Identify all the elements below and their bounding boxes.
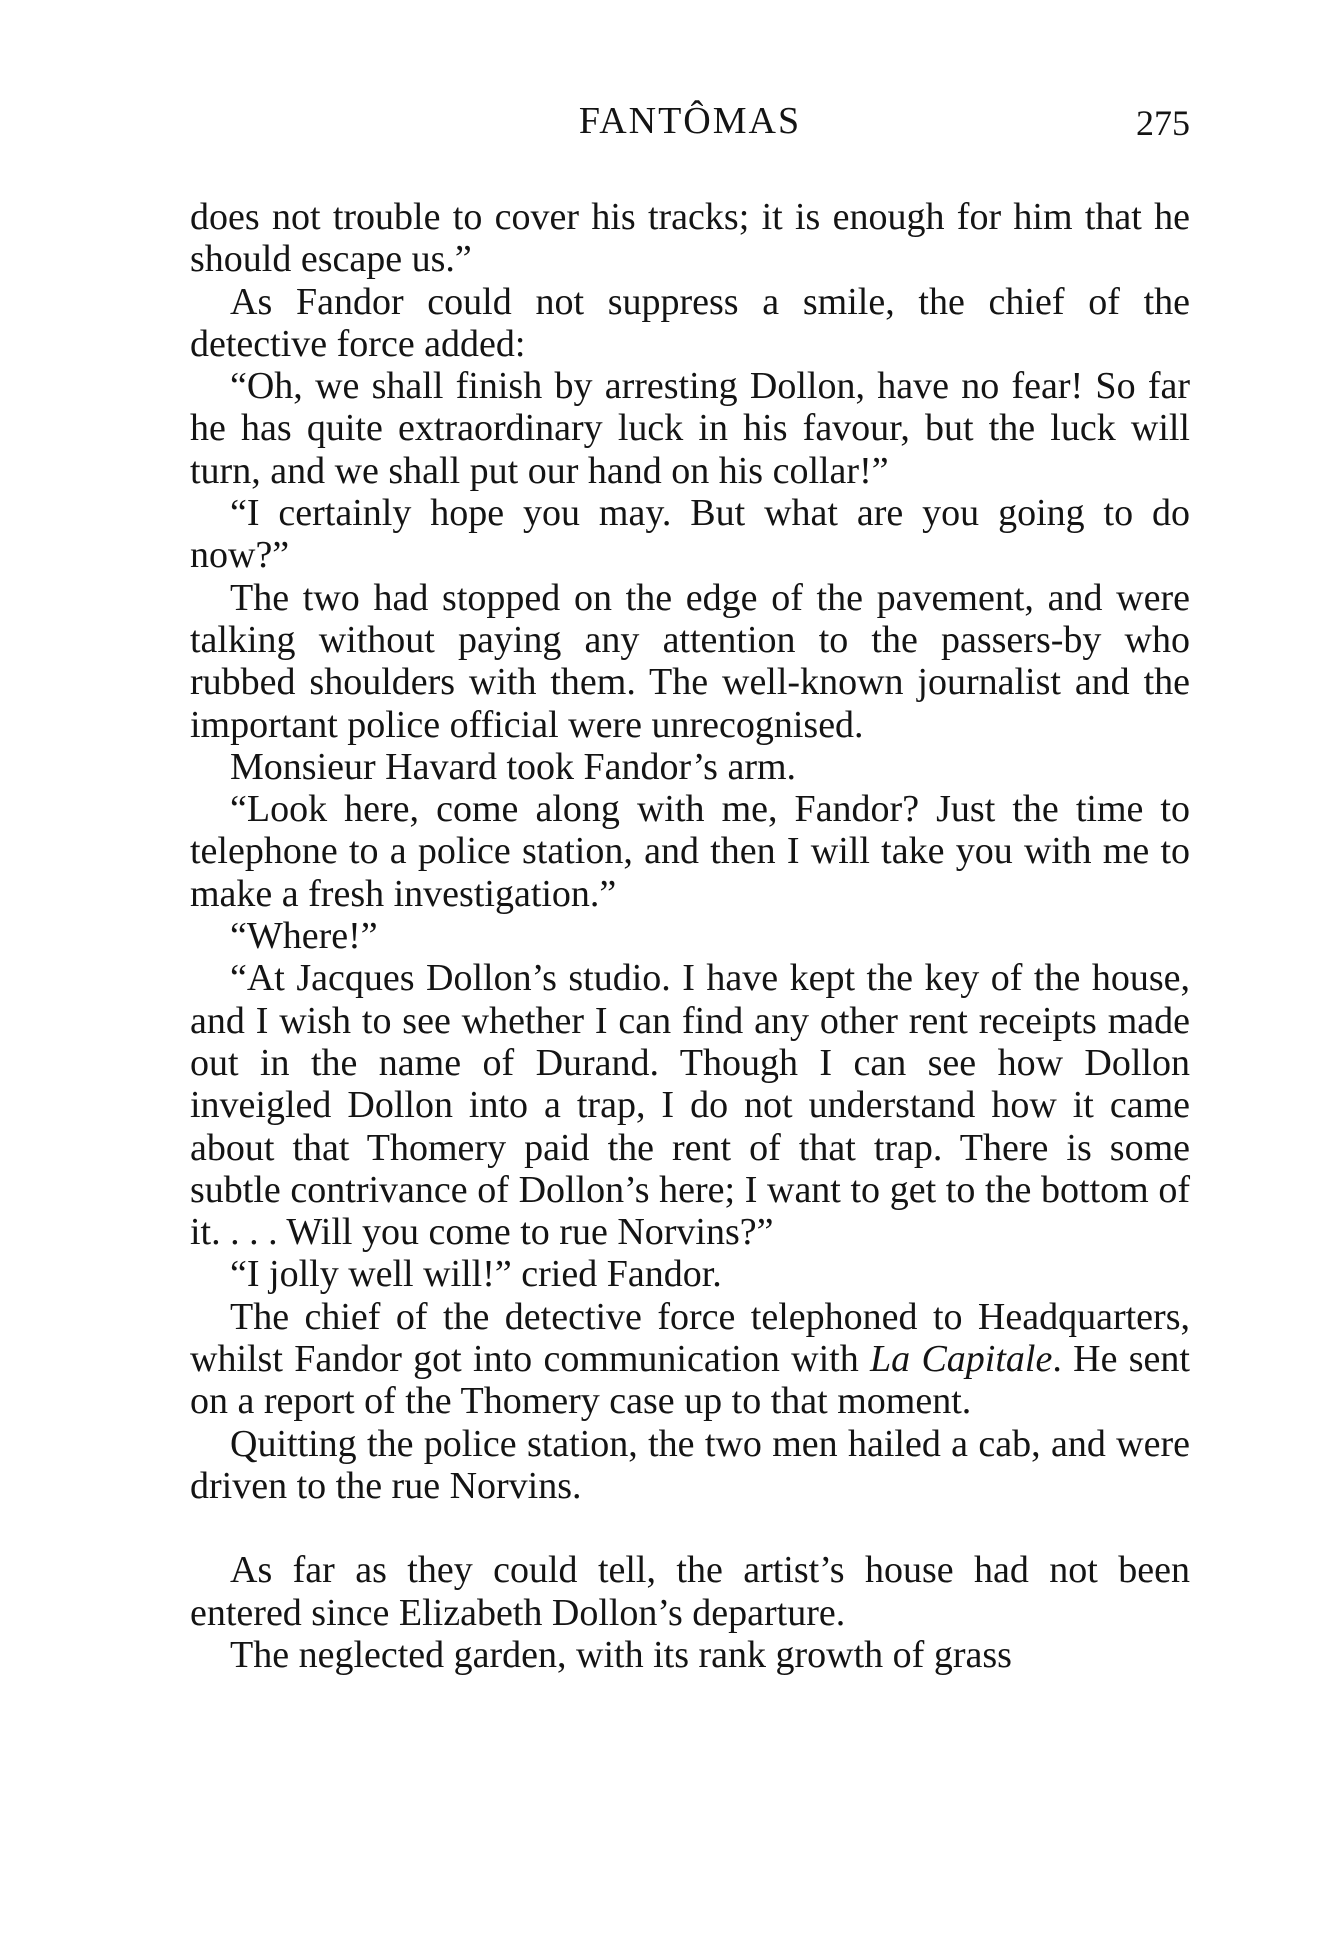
paragraph: “Where!” — [230, 915, 378, 958]
paragraph: Monsieur Havard took Fandor’s arm. — [230, 745, 797, 788]
paragraph-text: . He sent on a report of the Thomery case up to that moment. — [190, 1338, 1190, 1423]
running-title: FANTÔMAS — [578, 100, 802, 142]
paragraph: “Look here, come along with me, Fandor? Just the time to telephone to a police station, and then I will take you with me to make a fresh investigation.” — [190, 788, 1190, 915]
paragraph: “At Jacques Dollon’s studio. I have kept the key of the house, and I wish to see whether I can find any other rent receipts made out in the name of Durand. Though I can see how Dollon inveigled Dollon into a trap, I do not understand how it came about that Thomery paid the rent of that trap. There is some subtle contrivance of Dollon’s here; I want to get to the bottom of it. . . . Will you come to rue Norvins?” — [190, 957, 1190, 1254]
paragraph: The two had stopped on the edge of the pavement, and were talking without paying any attention to the passers-by who rubbed shoulders with them. The well-known journalist and the important police official were unrecognised. — [190, 576, 1190, 746]
body-text — [190, 196, 1190, 1676]
section-break — [190, 1507, 1190, 1549]
running-head — [190, 96, 1190, 146]
paragraph: As far as they could tell, the artist’s house had not been entered since Elizabeth Dollon’s departure. — [190, 1549, 1190, 1634]
newspaper-title: La Capitale — [870, 1338, 1053, 1381]
paragraph: “I jolly well will!” cried Fandor. — [230, 1253, 722, 1296]
paragraph: The neglected garden, with its rank growth of grass — [230, 1633, 1012, 1676]
paragraph: “I certainly hope you may. But what are you going to do now?” — [190, 492, 1190, 577]
paragraph — [190, 1296, 1190, 1423]
paragraph: As Fandor could not suppress a smile, the chief of the detective force added: — [190, 280, 1190, 365]
paragraph: Quitting the police station, the two men hailed a cab, and were driven to the rue Norvins. — [190, 1422, 1190, 1507]
paragraph: does not trouble to cover his tracks; it is enough for him that he should escape us.” — [190, 196, 1190, 281]
paragraph-text: The chief of the detective force telephoned to Headquarters, whilst Fandor got into communication with — [190, 1295, 1190, 1381]
paragraph: “Oh, we shall finish by arresting Dollon, have no fear! So far he has quite extraordinary luck in his favour, but the luck will turn, and we shall put our hand on his collar!” — [190, 365, 1190, 492]
page-number: 275 — [1136, 103, 1190, 143]
